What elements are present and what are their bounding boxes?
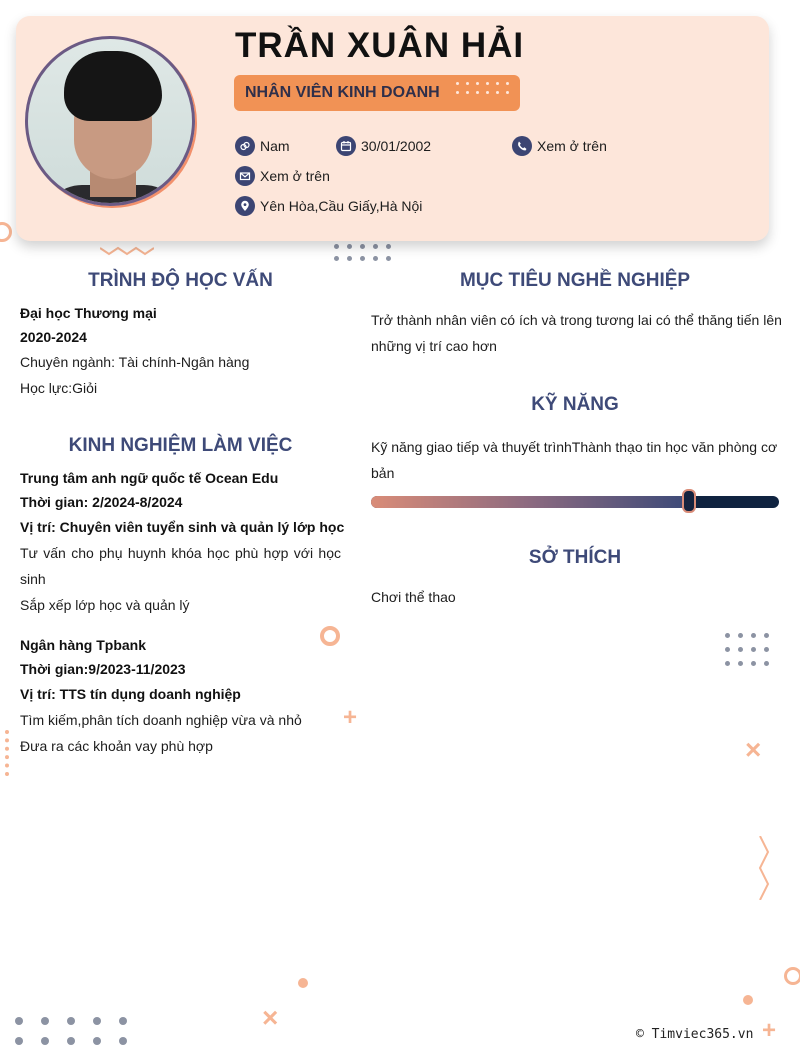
decor-dot-bottom-1 [298, 978, 308, 988]
decor-zigzag-top [100, 244, 154, 256]
decor-dotted-left [5, 730, 9, 776]
hobbies-heading: SỞ THÍCH [528, 547, 622, 568]
job-1-company: Trung tâm anh ngữ quốc tế Ocean Edu [20, 470, 279, 486]
job-2-description-2: Đưa ra các khoản vay phù hợp [20, 738, 213, 754]
info-birthday [336, 136, 431, 156]
job-1-time: Thời gian: 2/2024-8/2024 [20, 494, 183, 510]
address-value: Yên Hòa,Cầu Giấy,Hà Nội [260, 198, 423, 214]
job-title-banner [234, 75, 520, 111]
decor-dots-bottom-left [15, 1017, 145, 1045]
job-2-description-1: Tìm kiếm,phân tích doanh nghiệp vừa và nhỏ [20, 712, 302, 728]
profile-photo [25, 36, 195, 206]
location-pin-icon [235, 196, 255, 216]
job-1-description-1: Tư vấn cho phụ huynh khóa học phù hợp với học sinh [20, 545, 341, 587]
decor-x-bottom: × [262, 1002, 279, 1033]
email-value: Xem ở trên [260, 168, 330, 184]
job-title: NHÂN VIÊN KINH DOANH [245, 84, 440, 101]
objective-heading: MỤC TIÊU NGHỀ NGHIỆP [459, 270, 691, 291]
education-grade: Học lực:Giỏi [20, 380, 98, 396]
decor-x-right: × [745, 734, 762, 765]
decor-ring-mid [320, 626, 340, 646]
banner-dots [456, 82, 516, 94]
skill-level-fill [371, 496, 689, 508]
education-school: Đại học Thương mại [20, 305, 157, 321]
phone-value: Xem ở trên [537, 138, 607, 154]
gender-icon [235, 136, 255, 156]
gender-value: Nam [260, 138, 290, 154]
job-2-time: Thời gian:9/2023-11/2023 [20, 661, 186, 677]
skills-text: Kỹ năng giao tiếp và thuyết trìnhThành thạo tin học văn phòng cơ bản [371, 439, 778, 481]
info-address [235, 196, 422, 216]
birthday-value: 30/01/2002 [361, 138, 432, 154]
info-phone [512, 136, 607, 156]
skills-heading: KỸ NĂNG [531, 394, 619, 415]
hobbies-text: Chơi thể thao [371, 589, 456, 605]
phone-icon [512, 136, 532, 156]
job-1-position: Vị trí: Chuyên viên tuyển sinh và quản lý lớp học [20, 519, 345, 535]
job-1-description-2: Sắp xếp lớp học và quản lý [20, 597, 190, 613]
decor-zigzag-right [756, 836, 770, 900]
email-icon [235, 166, 255, 186]
footer-credit: © Timviec365.vn [636, 1027, 754, 1042]
education-period: 2020-2024 [20, 329, 87, 345]
education-major: Chuyên ngành: Tài chính-Ngân hàng [20, 354, 250, 370]
education-heading: TRÌNH ĐỘ HỌC VẤN [88, 270, 273, 291]
decor-plus-bottom: + [762, 1017, 777, 1044]
job-2-company: Ngân hàng Tpbank [20, 637, 146, 653]
job-2-position: Vị trí: TTS tín dụng doanh nghiệp [20, 686, 241, 702]
calendar-icon [336, 136, 356, 156]
experience-heading: KINH NGHIỆM LÀM VIỆC [68, 435, 293, 456]
decor-dots-right [725, 633, 777, 666]
decor-ring-bottom-right [784, 967, 800, 985]
info-email [235, 166, 330, 186]
skill-level-knob [682, 489, 696, 513]
objective-text: Trở thành nhân viên có ích và trong tương lai có thể thăng tiến lên những vị trí cao hơn [371, 312, 782, 354]
skill-level-bar [371, 496, 779, 508]
decor-plus-mid: + [343, 704, 358, 731]
decor-ring-left [0, 222, 12, 242]
candidate-name: TRẦN XUÂN HẢI [235, 26, 525, 65]
info-gender [235, 136, 290, 156]
decor-dot-bottom-2 [743, 995, 753, 1005]
